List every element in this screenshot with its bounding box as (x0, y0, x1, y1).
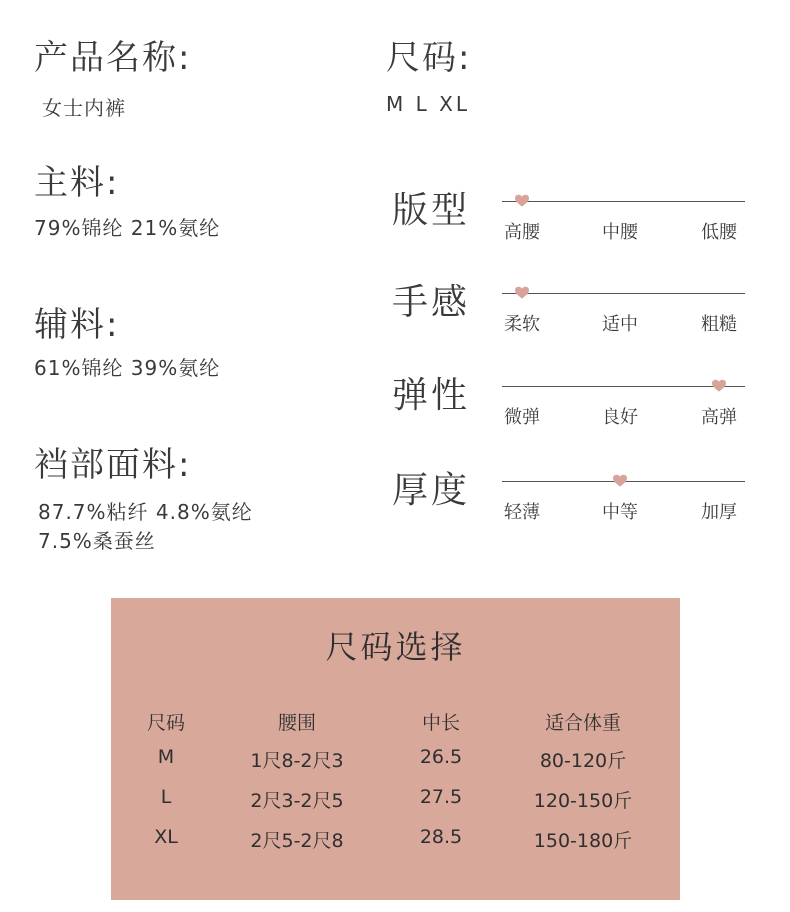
size-label: 尺码: (386, 38, 472, 78)
scale-option-label: 轻薄 (504, 502, 540, 523)
scale-option-label: 中腰 (602, 222, 638, 243)
attribute-title: 版型 (392, 190, 471, 231)
crotch-material-label: 裆部面料: (34, 445, 192, 485)
scale-option-label: 良好 (602, 407, 638, 428)
aux-material-value: 61%锦纶 39%氨纶 (34, 356, 221, 380)
size-value: M L XL (386, 92, 470, 116)
main-material-label: 主料: (34, 163, 120, 203)
table-header-cell: 腰围 (277, 712, 316, 734)
table-cell: 27.5 (419, 786, 463, 808)
table-header-cell: 尺码 (146, 712, 185, 734)
table-header-cell: 适合体重 (544, 712, 621, 734)
scale-option-label: 高弹 (701, 407, 737, 428)
table-cell: XL (154, 826, 178, 848)
table-cell: 26.5 (419, 746, 463, 768)
heart-icon (613, 474, 627, 488)
table-cell: L (160, 786, 172, 808)
scale-option-label: 低腰 (701, 222, 737, 243)
scale-line (502, 293, 745, 294)
table-cell: 120-150斤 (533, 790, 633, 812)
scale-option-label: 粗糙 (701, 314, 737, 335)
scale-line (502, 201, 745, 202)
table-cell: 28.5 (419, 826, 463, 848)
table-cell: 80-120斤 (539, 750, 627, 772)
crotch-material-line2: 7.5%桑蚕丝 (38, 529, 156, 553)
table-cell: 2尺3-2尺5 (250, 790, 344, 812)
crotch-material-line1: 87.7%粘纤 4.8%氨纶 (38, 500, 253, 524)
heart-icon (515, 194, 529, 208)
scale-line (502, 386, 745, 387)
product-name-label: 产品名称: (34, 38, 192, 78)
table-cell: 150-180斤 (533, 830, 633, 852)
scale-option-label: 高腰 (504, 222, 540, 243)
scale-option-label: 适中 (602, 314, 638, 335)
table-cell: 2尺5-2尺8 (250, 830, 344, 852)
aux-material-label: 辅料: (34, 305, 120, 345)
heart-icon (515, 286, 529, 300)
attribute-title: 弹性 (392, 375, 471, 416)
size-chart-panel (111, 598, 680, 900)
table-cell: 1尺8-2尺3 (250, 750, 344, 772)
table-cell: M (157, 746, 175, 768)
table-header-cell: 中长 (421, 712, 460, 734)
product-name-value: 女士内裤 (42, 96, 126, 120)
scale-option-label: 加厚 (701, 502, 737, 523)
scale-option-label: 中等 (602, 502, 638, 523)
main-material-value: 79%锦纶 21%氨纶 (34, 216, 221, 240)
scale-option-label: 微弹 (504, 407, 540, 428)
scale-option-label: 柔软 (504, 314, 540, 335)
attribute-title: 手感 (392, 282, 471, 323)
heart-icon (712, 379, 726, 393)
size-chart-title: 尺码选择 (325, 628, 466, 666)
attribute-title: 厚度 (392, 470, 471, 511)
